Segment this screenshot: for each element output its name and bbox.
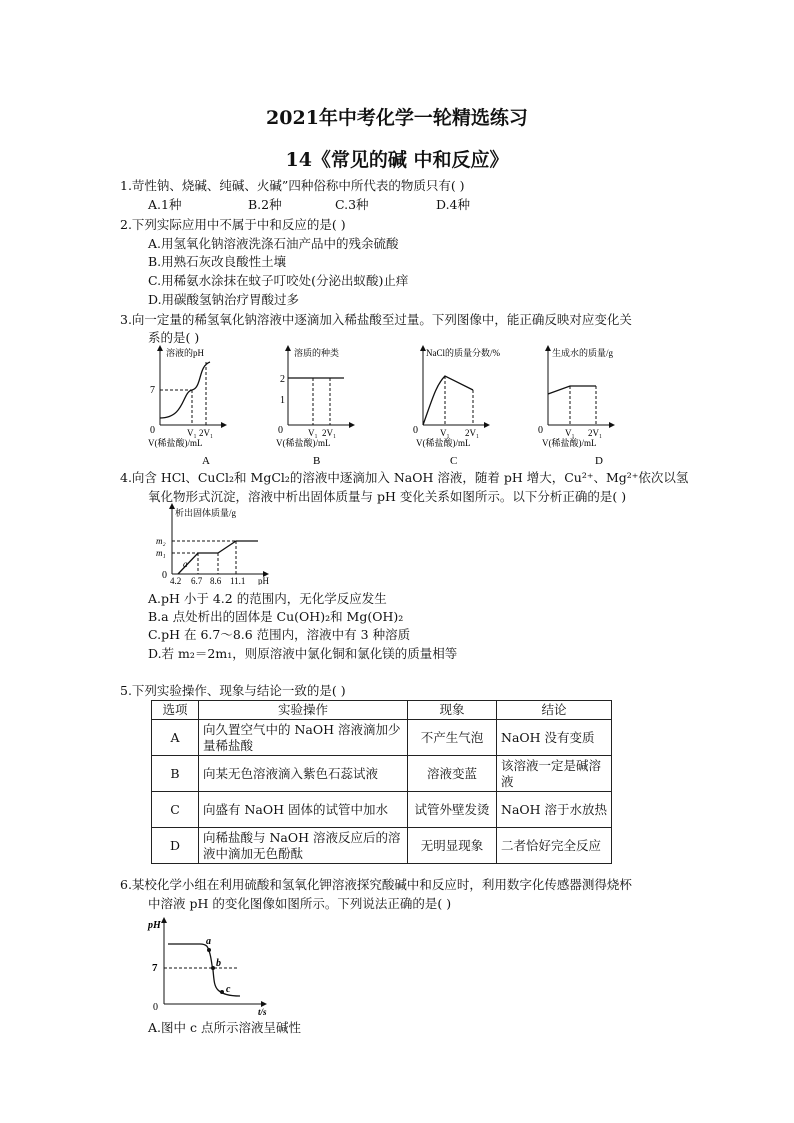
q4-option-a: A.pH 小于 4.2 的范围内，无化学反应发生 bbox=[148, 591, 387, 606]
q4-option-d: D.若 m₂＝2m₁，则原溶液中氯化铜和氯化镁的质量相等 bbox=[148, 646, 458, 661]
q2-option-a: A.用氢氧化钠溶液洗涤石油产品中的残余硫酸 bbox=[148, 236, 399, 251]
table-header: 选项 bbox=[152, 701, 199, 720]
table-cell: NaOH 没有变质 bbox=[497, 720, 612, 756]
q5-table bbox=[151, 700, 612, 864]
q3-stem-line2: 系的是( ) bbox=[148, 330, 200, 345]
q3-d-letter: D bbox=[595, 455, 603, 467]
q3-b-origin: 0 bbox=[278, 425, 283, 436]
q3-graph-d bbox=[538, 346, 614, 467]
q4-xtick-42: 4.2 bbox=[170, 576, 182, 585]
q4-m1: m₁ bbox=[156, 548, 166, 558]
q4-point-a: a bbox=[183, 559, 188, 569]
q3-a-ytick: 7 bbox=[150, 385, 155, 396]
q3-c-origin: 0 bbox=[413, 425, 418, 436]
q3-b-ytick-1: 1 bbox=[280, 395, 285, 406]
q1-option-b: B.2种 bbox=[248, 197, 282, 212]
q3-stem-line1: 3.向一定量的稀氢氧化钠溶液中逐滴加入稀盐酸至过量。下列图像中，能正确反映对应变化关 bbox=[120, 312, 632, 327]
table-header-row bbox=[152, 701, 612, 720]
table-cell: 该溶液一定是碱溶液 bbox=[497, 756, 612, 792]
q4-m2: m₂ bbox=[156, 536, 166, 546]
page-title: 2021年中考化学一轮精选练习 bbox=[266, 107, 528, 129]
q3-graph-b bbox=[276, 346, 354, 467]
q3-a-ylabel: 溶液的pH bbox=[166, 348, 204, 358]
q4-stem-line2: 氧化物形式沉淀，溶液中析出固体质量与 pH 变化关系如图所示。以下分析正确的是( ) bbox=[148, 489, 627, 504]
q3-b-ytick-2: 2 bbox=[280, 374, 285, 385]
table-cell: 向久置空气中的 NaOH 溶液滴加少量稀盐酸 bbox=[199, 720, 408, 756]
table-cell: 向某无色溶液滴入紫色石蕊试液 bbox=[199, 756, 408, 792]
q3-graph-a bbox=[148, 346, 226, 467]
q3-c-letter: C bbox=[450, 455, 458, 467]
q3-b-xlabel: V(稀盐酸)/mL bbox=[276, 438, 331, 448]
table-cell: 试管外壁发烫 bbox=[408, 792, 497, 828]
table-row bbox=[152, 720, 612, 756]
q6-graph bbox=[140, 912, 280, 1017]
q1-option-d: D.4种 bbox=[436, 197, 471, 212]
q1-option-c: C.3种 bbox=[335, 197, 369, 212]
table-cell: B bbox=[152, 756, 199, 792]
table-cell: D bbox=[152, 828, 199, 864]
q3-c-v1: V₁ bbox=[440, 428, 450, 438]
q4-xtick-86: 8.6 bbox=[210, 576, 222, 585]
q4-ylabel: 析出固体质量/g bbox=[175, 508, 237, 518]
q3-d-v1: V₁ bbox=[565, 428, 575, 438]
table-header: 实验操作 bbox=[199, 701, 408, 720]
table-cell: 不产生气泡 bbox=[408, 720, 497, 756]
q6-point-a: a bbox=[206, 936, 211, 947]
q4-option-b: B.a 点处析出的固体是 Cu(OH)₂和 Mg(OH)₂ bbox=[148, 609, 404, 624]
q6-stem-line1: 6.某校化学小组在利用硫酸和氢氧化钾溶液探究酸碱中和反应时，利用数字化传感器测得烧杯 bbox=[120, 877, 632, 892]
q3-d-origin: 0 bbox=[538, 425, 543, 436]
q3-c-ylabel: NaCl的质量分数/% bbox=[426, 348, 500, 358]
q4-origin: 0 bbox=[162, 570, 167, 581]
q4-xlabel: pH bbox=[258, 576, 269, 585]
q6-ylabel: pH bbox=[148, 920, 161, 931]
table-header: 结论 bbox=[497, 701, 612, 720]
table-cell: 二者恰好完全反应 bbox=[497, 828, 612, 864]
q3-b-v2: 2V₁ bbox=[322, 428, 337, 438]
q4-xtick-111: 11.1 bbox=[230, 576, 246, 585]
q4-xtick-67: 6.7 bbox=[191, 576, 203, 585]
q2-option-c: C.用稀氨水涂抹在蚊子叮咬处(分泌出蚁酸)止痒 bbox=[148, 273, 409, 288]
table-header: 现象 bbox=[408, 701, 497, 720]
table-cell: 向盛有 NaOH 固体的试管中加水 bbox=[199, 792, 408, 828]
q3-b-ylabel: 溶质的种类 bbox=[294, 348, 340, 358]
q3-c-xlabel: V(稀盐酸)/mL bbox=[416, 438, 471, 448]
q1-option-a: A.1种 bbox=[148, 197, 182, 212]
q3-a-v1: V₁ bbox=[187, 428, 197, 438]
q6-point-b: b bbox=[216, 958, 221, 969]
q6-point-c: c bbox=[226, 984, 231, 995]
q3-d-v2: 2V₁ bbox=[588, 428, 603, 438]
table-cell: 溶液变蓝 bbox=[408, 756, 497, 792]
table-cell: 无明显现象 bbox=[408, 828, 497, 864]
table-row bbox=[152, 756, 612, 792]
q2-option-b: B.用熟石灰改良酸性土壤 bbox=[148, 254, 287, 269]
q4-graph bbox=[150, 500, 300, 585]
table-row bbox=[152, 828, 612, 864]
q3-a-origin: 0 bbox=[150, 425, 155, 436]
q3-c-v2: 2V₁ bbox=[465, 428, 480, 438]
table-cell: C bbox=[152, 792, 199, 828]
page-subtitle: 14《常见的碱 中和反应》 bbox=[285, 149, 509, 171]
q3-a-letter: A bbox=[202, 455, 210, 467]
table-cell: A bbox=[152, 720, 199, 756]
q5-stem: 5.下列实验操作、现象与结论一致的是( ) bbox=[120, 683, 346, 698]
q3-graphs bbox=[140, 340, 640, 470]
q4-option-c: C.pH 在 6.7～8.6 范围内，溶液中有 3 种溶质 bbox=[148, 627, 411, 642]
q6-origin: 0 bbox=[153, 1002, 158, 1013]
q2-stem: 2.下列实际应用中不属于中和反应的是( ) bbox=[120, 217, 346, 232]
table-cell: NaOH 溶于水放热 bbox=[497, 792, 612, 828]
q3-d-ylabel: 生成水的质量/g bbox=[552, 348, 614, 358]
q6-ytick-7: 7 bbox=[152, 962, 158, 974]
table-row bbox=[152, 792, 612, 828]
q3-graph-c bbox=[413, 346, 500, 467]
table-cell: 向稀盐酸与 NaOH 溶液反应后的溶液中滴加无色酚酞 bbox=[199, 828, 408, 864]
q3-d-xlabel: V(稀盐酸)/mL bbox=[542, 438, 597, 448]
q6-stem-line2: 中溶液 pH 的变化图像如图所示。下列说法正确的是( ) bbox=[148, 896, 452, 911]
q6-xlabel: t/s bbox=[258, 1007, 267, 1017]
q3-a-v2: 2V₁ bbox=[199, 428, 214, 438]
q2-option-d: D.用碳酸氢钠治疗胃酸过多 bbox=[148, 292, 300, 307]
q6-option-a: A.图中 c 点所示溶液呈碱性 bbox=[148, 1020, 301, 1035]
q1-stem: 1.苛性钠、烧碱、纯碱、火碱”四种俗称中所代表的物质只有( ) bbox=[120, 178, 465, 193]
q3-b-v1: V₁ bbox=[308, 428, 318, 438]
q3-b-letter: B bbox=[313, 455, 321, 467]
q3-a-xlabel: V(稀盐酸)/mL bbox=[148, 438, 203, 448]
q4-stem-line1: 4.向含 HCl、CuCl₂和 MgCl₂的溶液中逐滴加入 NaOH 溶液，随着 pH 增大，Cu²⁺、Mg²⁺依次以氢 bbox=[120, 470, 689, 485]
